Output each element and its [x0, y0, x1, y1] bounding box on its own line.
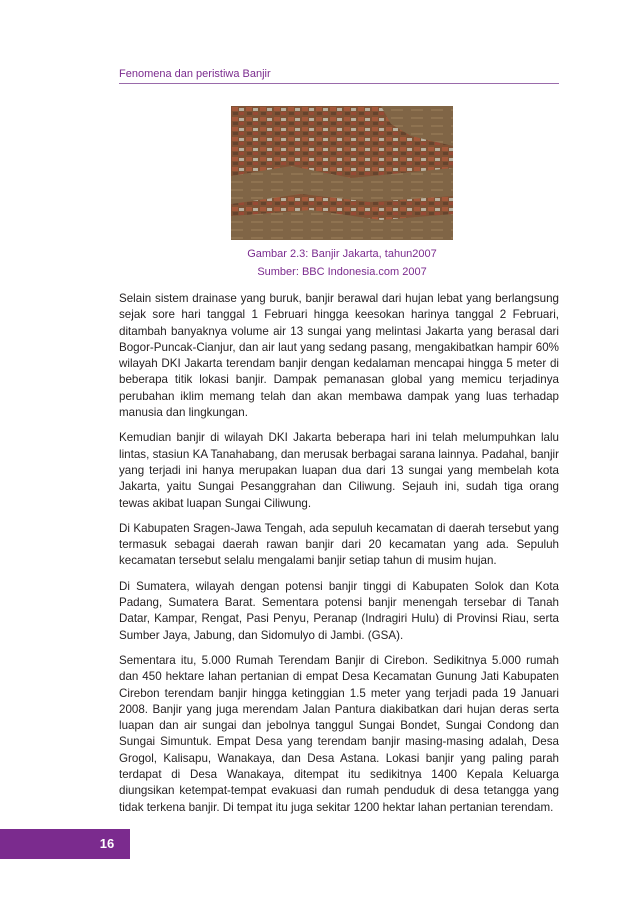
- header-rule: [119, 83, 559, 84]
- paragraph: Selain sistem drainase yang buruk, banjir berawal dari hujan lebat yang berlangsung sejak sore hari tanggal 1 Februari hingga keesokan harinya tanggal 2 Februari, ditambah banyaknya volume air 13 sungai yang melintasi Jakarta yang berasal dari Bogor-Puncak-Cianjur, dan air laut yang sedang pasang, mengakibatkan hampir 60% wilayah DKI Jakarta terendam banjir dengan kedalaman mencapai hingga 5 meter di beberapa titik lokasi banjir. Dampak pemanasan global yang memicu terjadinya perubahan iklim memang telah dan akan membawa dampak yang luas terhadap manusia dan lingkungan.: [119, 292, 559, 420]
- paragraph: Di Kabupaten Sragen-Jawa Tengah, ada sepuluh kecamatan di daerah tersebut yang termasuk sebagai daerah rawan banjir dari 20 kecamatan yang ada. Sepuluh kecamatan tersebut selalu mengalami banjir setiap tahun di musim hujan.: [119, 521, 559, 568]
- paragraph: Di Sumatera, wilayah dengan potensi banjir tinggi di Kabupaten Solok dan Kota Padang, Sumatera Barat. Sementara potensi banjir menengah tersebar di Tanah Datar, Kampar, Rengat, Pasi Penyu, Peranap (Indragiri Hulu) di Provinsi Riau, serta Sumber Jaya, Jabung, dan Sidomulyo di Jambi. (GSA).: [119, 579, 559, 642]
- figure-source: Sumber: BBC Indonesia.com 2007: [257, 266, 427, 278]
- running-header: Fenomena dan peristiwa Banjir: [119, 68, 271, 80]
- figure-caption: Gambar 2.3: Banjir Jakarta, tahun2007: [247, 248, 437, 260]
- flood-photo-illustration: [231, 106, 453, 240]
- page-number: 16: [99, 836, 115, 851]
- flood-photo: [231, 106, 453, 240]
- body-text: [119, 291, 559, 825]
- paragraph: Kemudian banjir di wilayah DKI Jakarta beberapa hari ini telah melumpuhkan lalu lintas, stasiun KA Tanahabang, dan merusak berbagai sarana lainnya. Padahal, banjir yang terjadi ini hanya merupakan luapan dua dari 13 sungai yang membelah kota Jakarta, yaitu Sungai Pesanggrahan dan Ciliwung. Sejauh ini, sudah tiga orang tewas akibat luapan Sungai Ciliwung.: [119, 431, 559, 510]
- paragraph: Sementara itu, 5.000 Rumah Terendam Banjir di Cirebon. Sedikitnya 5.000 rumah dan 450 hektare lahan pertanian di empat Desa Kecamatan Gunung Jati Kabupaten Cirebon terendam banjir hingga ketinggian 1.5 meter yang terjadi pada 19 Januari 2008. Banjir yang juga merendam Jalan Pantura diakibatkan dari hujan deras serta luapan dan air sungai dan jebolnya tanggul Sungai Bondet, Sungai Condong dan Sungai Simuntuk. Empat Desa yang terendam banjir masing-masing adalah, Desa Grogol, Kalisapu, Wanakaya, dan Desa Astana. Lokasi banjir yang paling parah terdapat di Desa Wanakaya, ditempat itu sedikitnya 1400 Kepala Keluarga diungsikan ketempat-tempat evakuasi dan rumah penduduk di desa tetangga yang tidak terkena banjir. Di tempat itu juga sekitar 1200 hektar lahan pertanian terendam.: [119, 653, 559, 814]
